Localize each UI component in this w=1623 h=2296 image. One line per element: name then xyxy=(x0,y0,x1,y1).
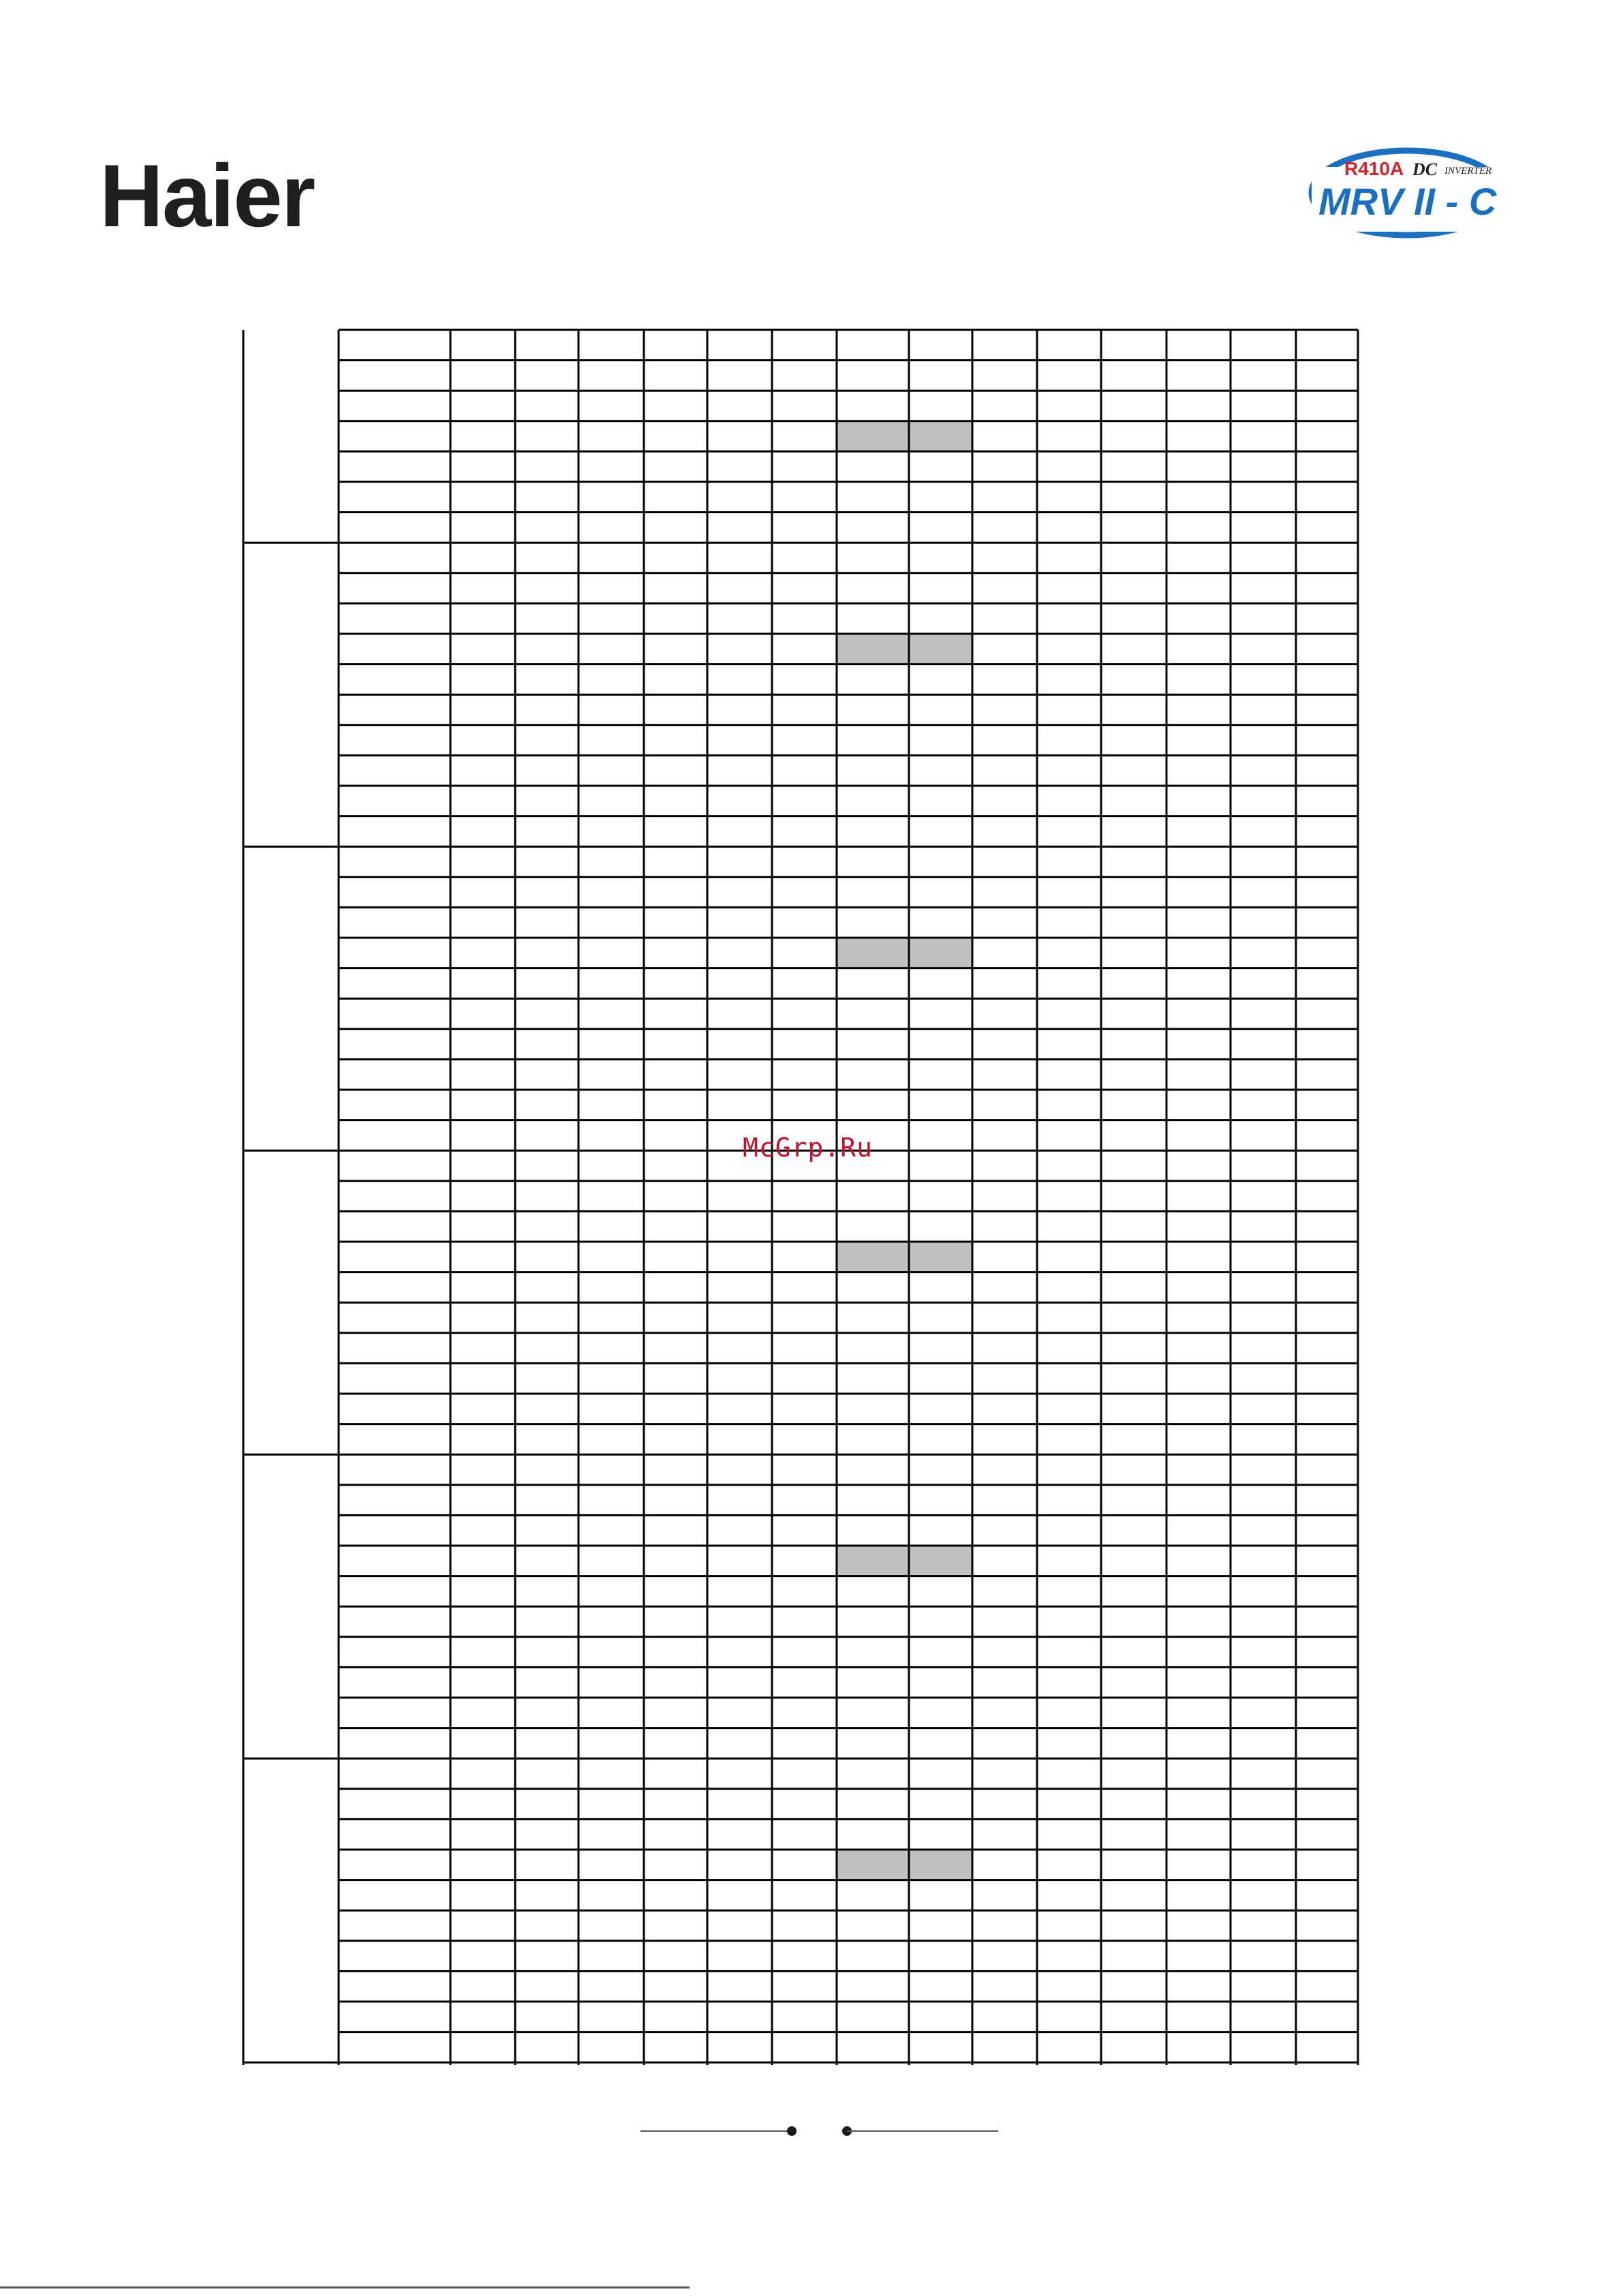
highlight-cell xyxy=(909,634,972,664)
highlight-cell xyxy=(837,1546,909,1576)
watermark: McGrp.Ru xyxy=(743,1133,874,1163)
logo-model: MRV II - C xyxy=(1318,180,1497,223)
haier-logo: Haier xyxy=(99,146,315,245)
highlight-cell xyxy=(909,1850,972,1880)
highlight-cell xyxy=(909,1546,972,1576)
highlight-cell xyxy=(909,938,972,968)
highlight-cell xyxy=(837,938,909,968)
highlight-cell xyxy=(909,1242,972,1272)
highlight-cell xyxy=(837,1242,909,1272)
highlight-cell xyxy=(837,421,909,452)
highlight-cell xyxy=(909,421,972,452)
logo-refrigerant: R410A xyxy=(1344,158,1404,179)
logo-dc: DC xyxy=(1412,159,1438,179)
logo-inverter: INVERTER xyxy=(1444,166,1492,177)
table-grid xyxy=(243,330,1358,2065)
highlight-cell xyxy=(837,634,909,664)
page-footer-ornament xyxy=(634,2117,1002,2145)
page-bottom-rule xyxy=(0,2286,690,2289)
highlight-cell xyxy=(837,1850,909,1880)
footer-dot-left xyxy=(787,2126,797,2136)
